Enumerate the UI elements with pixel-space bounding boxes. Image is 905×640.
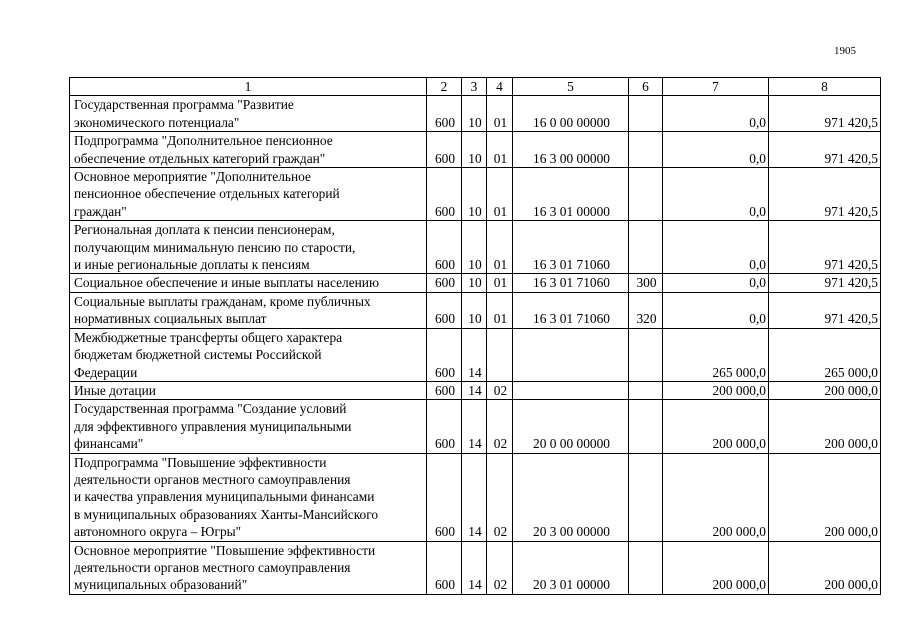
- cell-amount-col8: 200 000,0: [769, 400, 881, 453]
- cell-ministry-code: 600: [427, 541, 462, 594]
- cell-expense-type: [629, 541, 663, 594]
- table-row: [70, 274, 881, 292]
- cell-amount-col8: 200 000,0: [769, 381, 881, 399]
- cell-ministry-code: 600: [427, 221, 462, 274]
- row-name: Государственная программа "Создание условий для эффективного управления муниципальными финансами": [70, 400, 427, 453]
- cell-section: 10: [462, 292, 487, 328]
- cell-amount-col8: 200 000,0: [769, 541, 881, 594]
- cell-amount-col7: 0,0: [663, 274, 769, 292]
- table-row: [70, 168, 881, 221]
- cell-amount-col7: 200 000,0: [663, 381, 769, 399]
- header-col-8: 8: [769, 78, 881, 96]
- cell-amount-col7: 200 000,0: [663, 541, 769, 594]
- cell-amount-col8: 971 420,5: [769, 96, 881, 132]
- cell-section: 14: [462, 453, 487, 541]
- cell-section: 14: [462, 381, 487, 399]
- budget-table: [69, 77, 881, 595]
- cell-amount-col8: 971 420,5: [769, 221, 881, 274]
- cell-subsection: 01: [487, 96, 513, 132]
- cell-ministry-code: 600: [427, 274, 462, 292]
- row-name: Социальные выплаты гражданам, кроме публичных нормативных социальных выплат: [70, 292, 427, 328]
- cell-target-article: 20 3 00 00000: [513, 453, 629, 541]
- cell-ministry-code: 600: [427, 292, 462, 328]
- row-name: Подпрограмма "Дополнительное пенсионное обеспечение отдельных категорий граждан": [70, 132, 427, 168]
- table-header: [70, 78, 881, 96]
- cell-target-article: 16 0 00 00000: [513, 96, 629, 132]
- table-row: [70, 96, 881, 132]
- cell-subsection: 02: [487, 541, 513, 594]
- cell-expense-type: [629, 132, 663, 168]
- cell-subsection: 01: [487, 168, 513, 221]
- cell-ministry-code: 600: [427, 381, 462, 399]
- cell-section: 10: [462, 96, 487, 132]
- cell-section: 14: [462, 541, 487, 594]
- cell-target-article: 20 3 01 00000: [513, 541, 629, 594]
- table-row: [70, 541, 881, 594]
- cell-ministry-code: 600: [427, 453, 462, 541]
- cell-ministry-code: 600: [427, 168, 462, 221]
- header-col-4: 4: [487, 78, 513, 96]
- cell-section: 14: [462, 328, 487, 381]
- cell-target-article: 16 3 01 71060: [513, 274, 629, 292]
- table-row: [70, 328, 881, 381]
- row-name: Основное мероприятие "Повышение эффективности деятельности органов местного самоуправления муниципальных образований": [70, 541, 427, 594]
- cell-amount-col7: 265 000,0: [663, 328, 769, 381]
- row-name: Региональная доплата к пенсии пенсионерам, получающим минимальную пенсию по старости, и иные региональные доплаты к пенсиям: [70, 221, 427, 274]
- cell-expense-type: [629, 328, 663, 381]
- cell-subsection: 01: [487, 292, 513, 328]
- row-name: Социальное обеспечение и иные выплаты населению: [70, 274, 427, 292]
- cell-amount-col7: 200 000,0: [663, 453, 769, 541]
- table-row: [70, 381, 881, 399]
- header-col-1: 1: [70, 78, 427, 96]
- row-name: Межбюджетные трансферты общего характера бюджетам бюджетной системы Российской Федерации: [70, 328, 427, 381]
- row-name: Иные дотации: [70, 381, 427, 399]
- cell-amount-col7: 0,0: [663, 221, 769, 274]
- cell-section: 14: [462, 400, 487, 453]
- table-row: [70, 453, 881, 541]
- header-col-5: 5: [513, 78, 629, 96]
- table-body: [70, 96, 881, 594]
- cell-expense-type: 320: [629, 292, 663, 328]
- header-col-6: 6: [629, 78, 663, 96]
- cell-section: 10: [462, 274, 487, 292]
- header-row: [70, 78, 881, 96]
- cell-target-article: 20 0 00 00000: [513, 400, 629, 453]
- table-row: [70, 400, 881, 453]
- cell-amount-col8: 971 420,5: [769, 168, 881, 221]
- cell-subsection: 01: [487, 221, 513, 274]
- cell-subsection: 02: [487, 400, 513, 453]
- cell-amount-col8: 971 420,5: [769, 274, 881, 292]
- cell-section: 10: [462, 132, 487, 168]
- cell-ministry-code: 600: [427, 400, 462, 453]
- cell-target-article: [513, 328, 629, 381]
- row-name: Основное мероприятие "Дополнительное пенсионное обеспечение отдельных категорий граждан": [70, 168, 427, 221]
- cell-expense-type: [629, 221, 663, 274]
- header-col-3: 3: [462, 78, 487, 96]
- cell-amount-col7: 0,0: [663, 168, 769, 221]
- cell-subsection: 02: [487, 381, 513, 399]
- cell-amount-col8: 200 000,0: [769, 453, 881, 541]
- cell-amount-col7: 200 000,0: [663, 400, 769, 453]
- cell-target-article: 16 3 01 71060: [513, 221, 629, 274]
- cell-amount-col7: 0,0: [663, 292, 769, 328]
- cell-section: 10: [462, 221, 487, 274]
- cell-amount-col7: 0,0: [663, 96, 769, 132]
- cell-subsection: 01: [487, 274, 513, 292]
- header-col-7: 7: [663, 78, 769, 96]
- cell-amount-col8: 265 000,0: [769, 328, 881, 381]
- cell-target-article: [513, 381, 629, 399]
- cell-expense-type: [629, 381, 663, 399]
- table-row: [70, 292, 881, 328]
- cell-ministry-code: 600: [427, 132, 462, 168]
- cell-expense-type: [629, 453, 663, 541]
- cell-subsection: 02: [487, 453, 513, 541]
- header-col-2: 2: [427, 78, 462, 96]
- cell-section: 10: [462, 168, 487, 221]
- table-row: [70, 132, 881, 168]
- row-name: Государственная программа "Развитие экономического потенциала": [70, 96, 427, 132]
- cell-subsection: [487, 328, 513, 381]
- cell-expense-type: [629, 168, 663, 221]
- cell-expense-type: 300: [629, 274, 663, 292]
- cell-amount-col8: 971 420,5: [769, 132, 881, 168]
- row-name: Подпрограмма "Повышение эффективности деятельности органов местного самоуправления и качества управления муниципальными финансами в муниципальных образованиях Ханты-Мансийского автономного округа – Югры": [70, 453, 427, 541]
- cell-target-article: 16 3 01 00000: [513, 168, 629, 221]
- cell-ministry-code: 600: [427, 328, 462, 381]
- cell-ministry-code: 600: [427, 96, 462, 132]
- cell-expense-type: [629, 400, 663, 453]
- page-number: 1905: [834, 45, 856, 57]
- cell-target-article: 16 3 00 00000: [513, 132, 629, 168]
- cell-subsection: 01: [487, 132, 513, 168]
- cell-target-article: 16 3 01 71060: [513, 292, 629, 328]
- table-row: [70, 221, 881, 274]
- cell-amount-col7: 0,0: [663, 132, 769, 168]
- cell-amount-col8: 971 420,5: [769, 292, 881, 328]
- cell-expense-type: [629, 96, 663, 132]
